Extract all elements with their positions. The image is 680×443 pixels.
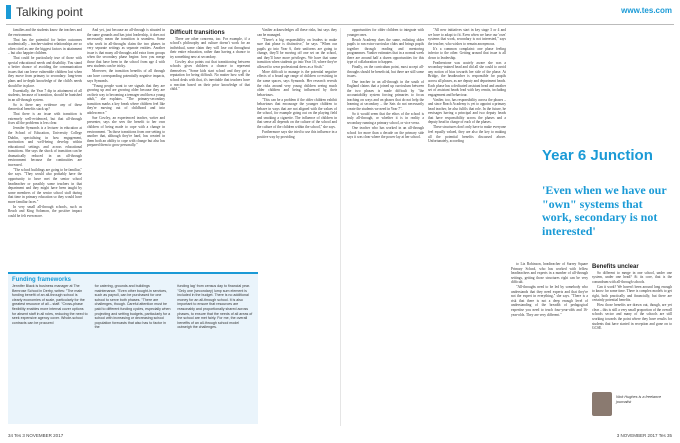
article-column-8 [592, 262, 672, 388]
paragraph: More difficult to manage is the potential negative effects of a broad age range of children co-existing in the same spaces, says Symonds. Her research reveals the risks around very young children seeing much older children and being influenced by their behaviours. [257, 69, 337, 97]
article-column-1 [8, 28, 82, 268]
paragraph: Featherstone was acutely aware she was a secondary-trained head and did all she could to avoid any notion of bias towards her side of the phase. At Bridge, the headteacher is responsible for pupils across all phases, as are deputy and department heads. Each phase has a dedicated assistant head and another set of assistant heads lead with key remits, including engagement and behaviour. [428, 60, 506, 97]
subheading: Difficult transitions [170, 30, 225, 36]
paragraph: It's a common complaint: one phase feeling inferior to the other. Getting around that issue is all down to leadership. [428, 46, 506, 60]
footer-right: 3 NOVEMBER 2017 Tes 35 [616, 433, 672, 438]
paragraph: So it would seem that the ethos of the school is truly all-through, or whether it is in reality a secondary running a primary school, or vice versa. [347, 111, 424, 125]
paragraph: "All-throughs need to be led by somebody who understands that they need experts and that they're not the expert in everything," she says. "There is a risk that there is not a deep enough level of understanding of the breadth of pedagogical expertise you need to teach four-year-olds and 16-year-olds. They are very different." [511, 285, 588, 317]
funding-frameworks-box [8, 272, 258, 424]
paragraph: Furthermore says she tried to use this influence in a positive way by providing [257, 130, 337, 139]
section-header [0, 0, 120, 24]
pull-quote: 'Even when we have our "own" systems that work, secondary is not interested' [542, 183, 667, 238]
paragraph: opportunities for older children to integrate with younger ones. [347, 28, 424, 37]
paragraph: Vanlier acknowledges all these risks, but says they can be managed. [257, 28, 337, 37]
section-marker [6, 5, 11, 19]
paragraph: "Young people want to see signals that they are growing up and are growing older because they are on their way to becoming a teenager and then a young adult," she explains. "The primary-secondary transition marks a key break where children feel like they're moving out of childhood and into adolescence." [87, 83, 165, 115]
paragraph: So is there any evidence any of these theoretical benefits stack up? [8, 102, 82, 112]
footer-left: 34 Tes 3 NOVEMBER 2017 [8, 433, 64, 438]
paragraph: How those benefits are drawn out, though, are yet clear – this is still a very small proportion of the overall schools sector and many of the schools are still working towards the point where they have results for students that have started in reception and gone on to GCSE. [592, 303, 672, 331]
article-column-5 [347, 28, 424, 428]
paragraph: That has the potential for better outcomes academically – teacher-student relationships are so often cited as one the biggest factors in attainment – but also happier children. [8, 37, 82, 56]
article-column-6 [428, 28, 506, 428]
paragraph: So different to merge in one school, under one system, under one head? At its core, that is the conundrum with all-through schools. [592, 270, 672, 284]
funding-col-c: funding lag' from census day to financial year. "Only one (secondary) lump sum element is included in the budget. There is no additional money for an all-through school. It is also important to ensure that resources are reasonably and proportionally shared across phases, to ensure that the needs of all areas of the school are met fairly. For me, the overall benefits of an all-through school model outweigh the challenges. [177, 284, 253, 330]
paragraph: That there is an issue with transition is extremely well-evidenced, but that all-through fixes all the problems is less clear. [8, 112, 82, 126]
paragraph: There are other concerns, too. For example, if a school's philosophy and culture doesn't work for an individual, some claim they will lose out throughout their entire education, rather than having a chance to try something new at secondary. [170, 36, 250, 59]
funding-col-b: for catering, grounds and buildings maintenance. "Even other bought-in services, such as payroll, can be purchased for one school to serve both phases. "There are challenges, though. Careful attention must be paid to different funding cycles, especially when projecting and setting budgets, particularly for a school with increasing or decreasing school population forecasts that also has to factor in the [94, 284, 171, 330]
funding-title: Funding frameworks [12, 277, 72, 283]
paragraph: Reach Academy does the same, enlisting older pupils to run extra-curricular clubs and brings pupils together through reading and mentoring programmes. Vanlier estimates that in a normal week there are around half a dozen opportunities for this type of collaboration to happen. [347, 37, 424, 65]
paragraph: "There's a big responsibility on leaders to make sure that phase is distinctive," he says. "When our pupils go into Year 6, their uniforms are going to change, they'll be moving off one set on the school, and they'll have more privileges. We have that same transition when students go into Year 10, where they're allowed to wear professional dress as a Sixth." [257, 37, 337, 69]
paragraph: Cowley also points out that transitioning between schools gives children a chance to represent themselves. "Some kids start school and they get a reputation for being difficult. No matter how well the school deals with that, it's inevitable that teachers have a reaction based on their prior knowledge of that child." [170, 59, 250, 92]
article-column-4 [257, 28, 337, 268]
paragraph: to Liz Robinson, headteacher of Surrey Square Primary School, who has worked with fellow headteachers and experts in a number of all-through settings, getting those structures right can be very difficult. [511, 262, 588, 285]
section-title: Talking point [16, 5, 83, 19]
paragraph: One teacher in an all-through in the south of England claims that a joined up curriculum between the two phases is made difficult by "the accountability system forcing primaries to focus teaching on ways and on phases that do not help the learning at secondary – the Sats do not necessarily create the students we need in Year 7". [347, 79, 424, 111]
paragraph: Essentially, the Year 7 dip in attainment of all students, because of transition, should be banished in an all-through system. [8, 88, 82, 102]
page-footer [0, 430, 680, 442]
paragraph: Finally, on the curriculum point, most accept all-throughs should be beneficial, but there are still some issues. [347, 65, 424, 79]
paragraph: That could be particularly true of those with special educational needs and disability. You stand a better chance of avoiding the communication issues that can leave vulnerable children lost when they move from primary to secondary: long-term plans and in-depth knowledge of the child's needs should be in place. [8, 56, 82, 88]
paragraph: Moreover, the transition benefits of all through can have corresponding potentially negative impacts, says Symonds. [87, 69, 165, 83]
article-column-3 [170, 28, 250, 268]
paragraph: Sue Cowley, an experienced teacher, writer and presenter, says she sees the benefit to her own children of being made to cope with a change in environment. "In those transitions from one setting to another that, although they're hard, has created in them both an ability to cope with change but also has prepared them to grow personally." [87, 115, 165, 148]
paragraph: One teacher who has worked in an all-through school for more than a decade on the primary side says it was clear where the power lay at her school. [347, 125, 424, 140]
author-photo [592, 392, 612, 416]
site-url[interactable]: www.tes.com [621, 6, 672, 15]
funding-col-a: Jennifer Black is business manager at The Bemrose School in Derby, writes: "The main funding benefit of an all-through school is clearly economies of scale, particularly for the greatest resource of all – staff. "Cross-phase flexibility enables more internal cover options for absent staff in all roles, reducing the need to seek expensive agency cover. Whole-school contracts can be procured [12, 284, 88, 325]
paragraph: "All new initiatives start in key stage 3 or 4 and we have to adapt to fit. Even when we have our 'own' systems that work, secondary is not interested," says the teacher, who wishes to remain anonymous. [428, 28, 506, 46]
paragraph: Vanlier, too, has responsibility across the phases – and since Reach Academy is yet to appoint a primary head teacher, he also fulfils that role. In the future, he envisages having a principal and two deputy heads that have responsibility across the phases and a deputy head in charge of each of the phases. [428, 97, 506, 125]
article-column-7 [511, 262, 588, 428]
paragraph: families and the students know the teachers and the environment. [8, 28, 82, 37]
paragraph: "The school buildings are going to be familiar," she says. "They would also probably have the opportunity to have met the senior school headteacher or possibly some teachers in that department and they might have been taught by some members of the senior school staff during that time in primary education so they would have more familiar faces." [8, 167, 82, 204]
paragraph: In very small all-through schools, such as Reach and King Solomon, the positive impact could be felt even more. [8, 204, 82, 218]
paragraph: "This can be a problem if the older children exhibit behaviours that encourage the younger children to behave in ways that are not aligned with the values of the school, for example going out on the playing field and smoking a cigarette. The influence of children in that sense all depends on the culture of the school and the culture of the children within the school," she says. [257, 97, 337, 129]
paragraph: Can it work? We haven't been around long enough to know for some time. There is complex models to get right, both practically and financially, but there are certainly potential benefits. [592, 284, 672, 303]
subheading: Benefits unclear [592, 264, 639, 270]
article-column-4-lower [262, 272, 342, 422]
pull-quote-kicker: Year 6 Junction [542, 147, 653, 164]
paragraph: Jennifer Symonds is a lecturer in education at the School of Education, University College Dublin, specialising in how engagement, motivation and well-being develop within educational settings and across educational transitions. She says the shock of transition can be dramatically reduced in an all-through environment because the continuities are increased. [8, 126, 82, 167]
byline: Nick Hughes is a freelance journalist [616, 395, 662, 404]
paragraph: These structures don't only have to make everyone feel equally valued, they are also the key to making all the potential benefits discussed above. Unfortunately, according [428, 125, 506, 144]
paragraph: And yet, just because an all-through is situated in the same grounds and has joint leadership, it does not necessarily mean the transition is seamless. Some who work in all-throughs claim the two phases in very separate settings as separate entities. Another issue is that many all-throughs add extra form groups when the secondary phase begins: how you merge those that have been in the school from age 4 with new students can be tricky. [87, 28, 165, 69]
header-rule [6, 24, 674, 25]
article-column-2 [87, 28, 165, 268]
